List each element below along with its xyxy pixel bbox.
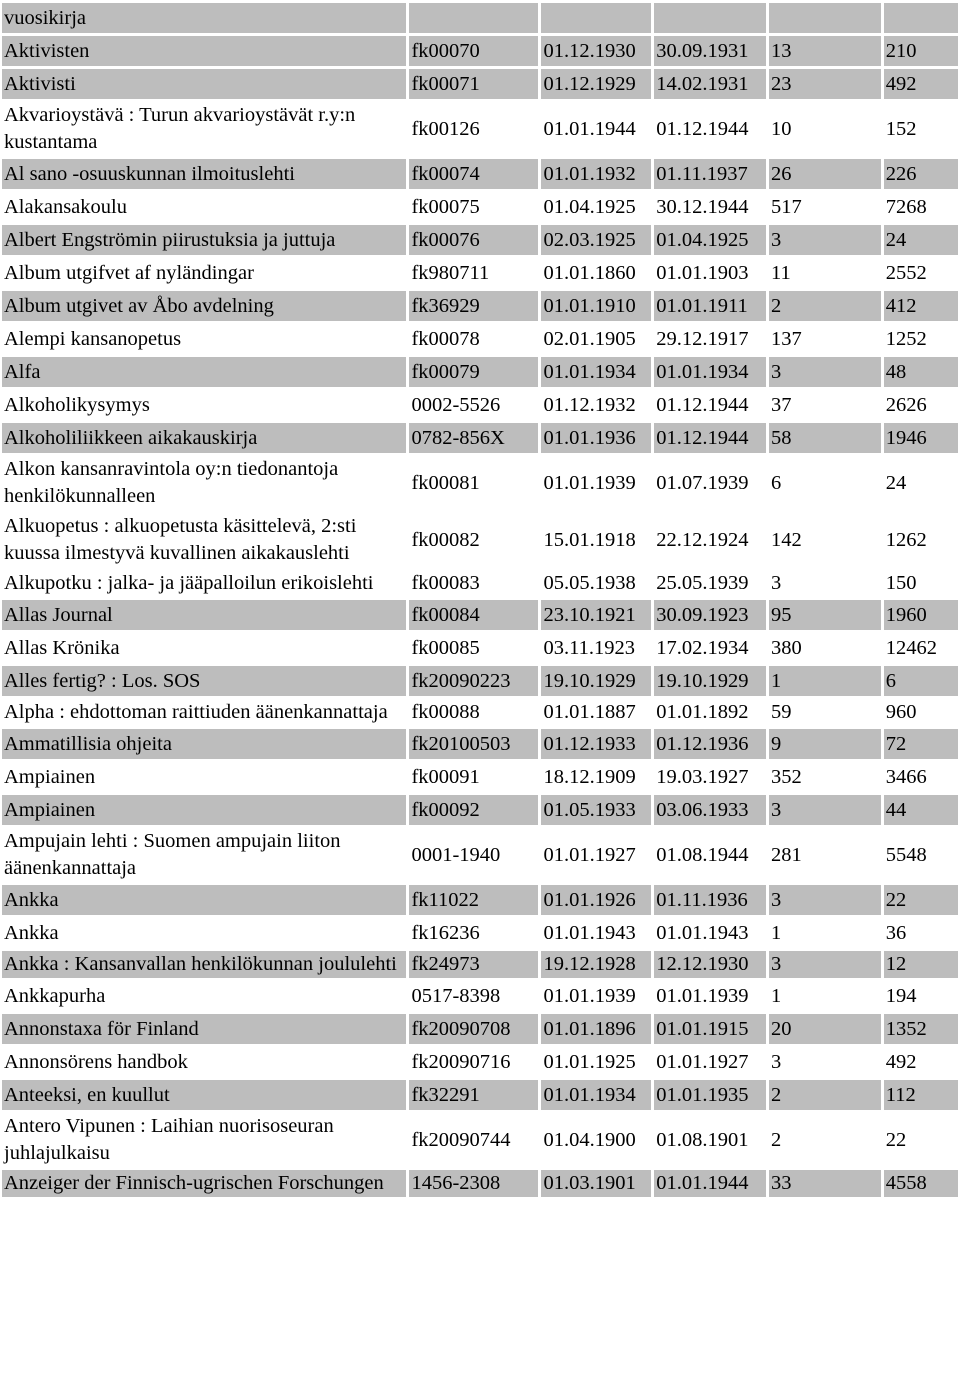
table-row [2, 600, 958, 630]
title-cell: Alkupotku : jalka- ja jääpalloilun erikoislehti [4, 572, 374, 594]
issues-count-cell: 1 [771, 921, 782, 944]
end-date-cell: 14.02.1931 [654, 69, 766, 99]
id-cell: fk20100503 [409, 729, 538, 759]
id-cell: fk00070 [409, 36, 538, 66]
table-row [2, 1113, 958, 1167]
pages-count-cell: 36 [885, 921, 907, 944]
table-body [2, 3, 958, 1197]
title-cell: Ankka [4, 921, 59, 944]
start-date-cell: 23.10.1921 [541, 600, 651, 630]
end-date-cell: 03.06.1933 [654, 795, 766, 825]
end-date-cell: 01.08.1944 [656, 843, 749, 866]
title-cell: Alakansakoulu [4, 195, 127, 218]
table-row [2, 795, 958, 825]
end-date-cell: 30.09.1923 [654, 600, 766, 630]
issues-count-cell: 95 [769, 600, 881, 630]
start-date-cell: 01.01.1936 [541, 423, 651, 453]
pages-count-cell: 1262 [885, 528, 927, 551]
table-row [2, 981, 958, 1011]
table-row [2, 102, 958, 156]
issues-count-cell: 380 [771, 636, 802, 659]
table-row [2, 1047, 958, 1077]
issues-count-cell: 137 [771, 327, 802, 350]
pages-count-cell: 150 [885, 572, 917, 594]
pages-count-cell: 72 [884, 729, 958, 759]
pages-count-cell: 24 [885, 471, 907, 494]
end-date-cell: 01.12.1936 [654, 729, 766, 759]
id-cell: fk24973 [409, 951, 538, 978]
issues-count-cell: 3 [769, 885, 881, 915]
issues-count-cell: 2 [771, 1128, 782, 1151]
pages-count-cell: 194 [885, 984, 917, 1007]
id-cell: fk36929 [409, 291, 538, 321]
issues-count-cell: 3 [769, 951, 881, 978]
start-date-cell: 01.01.1934 [541, 357, 651, 387]
end-date-cell: 01.07.1939 [656, 471, 749, 494]
pages-count-cell: 4558 [884, 1170, 958, 1197]
start-date-cell: 03.11.1923 [543, 636, 635, 659]
id-cell: fk16236 [411, 921, 480, 944]
title-cell: Aktivisten [2, 36, 406, 66]
pages-count-cell: 492 [885, 1050, 917, 1073]
issues-count-cell: 6 [771, 471, 782, 494]
pages-count-cell: 2552 [885, 261, 927, 284]
title-cell: Alkoholiliikkeen aikakauskirja [2, 423, 406, 453]
header-empty-cell [541, 3, 651, 33]
issues-count-cell: 517 [771, 195, 802, 218]
issues-count-cell: 10 [771, 117, 792, 140]
pages-count-cell: 3466 [885, 765, 927, 788]
id-cell: 0002-5526 [411, 393, 501, 416]
table-row [2, 1080, 958, 1110]
id-cell: 1456-2308 [409, 1170, 538, 1197]
table-row [2, 36, 958, 66]
id-cell: fk980711 [411, 261, 490, 284]
title-cell: Alpha : ehdottoman raittiuden äänenkannattaja [4, 701, 388, 723]
end-date-cell: 01.01.1892 [656, 701, 749, 723]
title-cell: Annonstaxa för Finland [2, 1014, 406, 1044]
issues-count-cell: 3 [771, 1050, 782, 1073]
pages-count-cell: 12462 [885, 636, 938, 659]
pages-count-cell: 226 [884, 159, 958, 189]
start-date-cell: 01.04.1925 [543, 195, 636, 218]
table-row [2, 357, 958, 387]
end-date-cell: 01.01.1911 [654, 291, 766, 321]
title-cell: Alempi kansanopetus [4, 327, 182, 350]
table-row [2, 258, 958, 288]
start-date-cell: 01.01.1943 [543, 921, 636, 944]
id-cell: fk20090744 [411, 1128, 511, 1151]
table-row [2, 291, 958, 321]
start-date-cell: 01.01.1939 [543, 471, 636, 494]
end-date-cell: 01.01.1927 [656, 1050, 749, 1073]
pages-count-cell: 5548 [885, 843, 927, 866]
start-date-cell: 01.12.1930 [541, 36, 651, 66]
start-date-cell: 19.10.1929 [541, 666, 651, 696]
issues-count-cell: 3 [769, 795, 881, 825]
pages-count-cell: 24 [884, 225, 958, 255]
id-cell: fk00079 [409, 357, 538, 387]
table-header-row [2, 3, 958, 33]
title-cell: Ampiainen [2, 795, 406, 825]
id-cell: fk20090708 [409, 1014, 538, 1044]
pages-count-cell: 44 [884, 795, 958, 825]
issues-count-cell: 20 [769, 1014, 881, 1044]
title-cell: Ammatillisia ohjeita [2, 729, 406, 759]
start-date-cell: 01.03.1901 [541, 1170, 651, 1197]
pages-count-cell: 22 [885, 1128, 907, 1151]
end-date-cell: 01.11.1937 [654, 159, 766, 189]
table-row [2, 729, 958, 759]
start-date-cell: 02.03.1925 [541, 225, 651, 255]
table-row [2, 225, 958, 255]
end-date-cell: 01.01.1939 [656, 984, 749, 1007]
title-cell: Ankka [2, 885, 406, 915]
issues-count-cell: 26 [769, 159, 881, 189]
id-cell: 0001-1940 [411, 843, 501, 866]
table-row [2, 633, 958, 663]
start-date-cell: 01.01.1887 [543, 701, 636, 723]
pages-count-cell: 22 [884, 885, 958, 915]
pages-count-cell: 492 [884, 69, 958, 99]
id-cell: fk00076 [409, 225, 538, 255]
issues-count-cell: 142 [771, 528, 802, 551]
pages-count-cell: 1252 [885, 327, 927, 350]
end-date-cell: 01.01.1915 [654, 1014, 766, 1044]
start-date-cell: 01.04.1900 [543, 1128, 636, 1151]
table-row [2, 918, 958, 948]
pages-count-cell: 7268 [885, 195, 927, 218]
end-date-cell: 01.01.1935 [654, 1080, 766, 1110]
issues-count-cell: 2 [769, 291, 881, 321]
issues-count-cell: 9 [769, 729, 881, 759]
title-cell: Album utgifvet af nyländingar [4, 261, 254, 284]
issues-count-cell: 58 [769, 423, 881, 453]
start-date-cell: 01.12.1932 [543, 393, 636, 416]
pages-count-cell: 1960 [884, 600, 958, 630]
start-date-cell: 05.05.1938 [543, 572, 636, 594]
pages-count-cell: 112 [884, 1080, 958, 1110]
issues-count-cell: 3 [769, 357, 881, 387]
start-date-cell: 01.01.1944 [543, 117, 636, 140]
end-date-cell: 01.01.1934 [654, 357, 766, 387]
id-cell: fk20090716 [411, 1050, 511, 1073]
table-row [2, 1014, 958, 1044]
issues-count-cell: 23 [769, 69, 881, 99]
issues-count-cell: 33 [769, 1170, 881, 1197]
header-empty-cell [769, 3, 881, 33]
end-date-cell: 17.02.1934 [656, 636, 749, 659]
id-cell: fk00091 [411, 765, 480, 788]
start-date-cell: 01.05.1933 [541, 795, 651, 825]
title-cell: Ankkapurha [4, 984, 106, 1007]
table-row [2, 951, 958, 978]
header-label: vuosikirja [2, 3, 406, 33]
table-row [2, 885, 958, 915]
title-cell: Anteeksi, en kuullut [2, 1080, 406, 1110]
table-row [2, 69, 958, 99]
header-empty-cell [884, 3, 958, 33]
title-cell: Album utgivet av Åbo avdelning [2, 291, 406, 321]
end-date-cell: 25.05.1939 [656, 572, 749, 594]
end-date-cell: 01.12.1944 [656, 117, 749, 140]
id-cell: fk00082 [411, 528, 480, 551]
id-cell: fk00081 [411, 471, 480, 494]
table-row [2, 324, 958, 354]
title-cell: Alkuopetus : alkuopetusta käsittelevä, 2:sti kuussa ilmestyvä kuvallinen aikakauslehti [4, 515, 357, 564]
issues-count-cell: 281 [771, 843, 802, 866]
end-date-cell: 01.11.1936 [654, 885, 766, 915]
id-cell: fk00071 [409, 69, 538, 99]
issues-count-cell: 3 [771, 572, 782, 594]
id-cell: fk11022 [409, 885, 538, 915]
start-date-cell: 01.01.1910 [541, 291, 651, 321]
end-date-cell: 01.01.1944 [654, 1170, 766, 1197]
start-date-cell: 02.01.1905 [543, 327, 636, 350]
start-date-cell: 01.01.1932 [541, 159, 651, 189]
table-row [2, 513, 958, 567]
title-cell: Alfa [2, 357, 406, 387]
table-row [2, 666, 958, 696]
end-date-cell: 01.01.1903 [656, 261, 749, 284]
pages-count-cell: 412 [884, 291, 958, 321]
start-date-cell: 01.01.1939 [543, 984, 636, 1007]
end-date-cell: 30.12.1944 [656, 195, 749, 218]
start-date-cell: 01.12.1929 [541, 69, 651, 99]
id-cell: fk00074 [409, 159, 538, 189]
end-date-cell: 29.12.1917 [656, 327, 749, 350]
table-row [2, 390, 958, 420]
id-cell: fk00078 [411, 327, 480, 350]
end-date-cell: 01.01.1943 [656, 921, 749, 944]
pages-count-cell: 6 [884, 666, 958, 696]
header-empty-cell [409, 3, 538, 33]
end-date-cell: 19.03.1927 [656, 765, 749, 788]
end-date-cell: 01.12.1944 [654, 423, 766, 453]
table-row [2, 570, 958, 597]
title-cell: Allas Krönika [4, 636, 120, 659]
title-cell: Alkoholikysymys [4, 393, 150, 416]
end-date-cell: 22.12.1924 [656, 528, 749, 551]
title-cell: Albert Engströmin piirustuksia ja juttuja [2, 225, 406, 255]
title-cell: Aktivisti [2, 69, 406, 99]
end-date-cell: 30.09.1931 [654, 36, 766, 66]
pages-count-cell: 2626 [885, 393, 927, 416]
start-date-cell: 01.01.1934 [541, 1080, 651, 1110]
end-date-cell: 01.12.1944 [656, 393, 749, 416]
pages-count-cell: 152 [885, 117, 917, 140]
id-cell: 0782-856X [409, 423, 538, 453]
table-row [2, 699, 958, 726]
header-empty-cell [654, 3, 766, 33]
start-date-cell: 01.01.1925 [543, 1050, 636, 1073]
table-row [2, 1170, 958, 1197]
issues-count-cell: 1 [769, 666, 881, 696]
id-cell: fk00085 [411, 636, 480, 659]
start-date-cell: 18.12.1909 [543, 765, 636, 788]
issues-count-cell: 352 [771, 765, 802, 788]
start-date-cell: 01.12.1933 [541, 729, 651, 759]
pages-count-cell: 1352 [884, 1014, 958, 1044]
pages-count-cell: 960 [885, 701, 917, 723]
start-date-cell: 01.01.1896 [541, 1014, 651, 1044]
title-cell: Alles fertig? : Los. SOS [2, 666, 406, 696]
title-cell: Antero Vipunen : Laihian nuorisoseuran juhlajulkaisu [4, 1115, 334, 1164]
title-cell: Allas Journal [2, 600, 406, 630]
pages-count-cell: 48 [884, 357, 958, 387]
issues-count-cell: 1 [771, 984, 782, 1007]
end-date-cell: 01.08.1901 [656, 1128, 749, 1151]
id-cell: fk00126 [411, 117, 480, 140]
table-row [2, 762, 958, 792]
table-row [2, 423, 958, 453]
issues-count-cell: 13 [769, 36, 881, 66]
start-date-cell: 01.01.1860 [543, 261, 636, 284]
table-row [2, 828, 958, 882]
pages-count-cell: 12 [884, 951, 958, 978]
issues-count-cell: 2 [769, 1080, 881, 1110]
title-cell: Ampujain lehti : Suomen ampujain liiton äänenkannattaja [4, 830, 341, 879]
table-row [2, 192, 958, 222]
start-date-cell: 19.12.1928 [541, 951, 651, 978]
issues-count-cell: 37 [771, 393, 792, 416]
id-cell: fk00075 [411, 195, 480, 218]
pages-count-cell: 1946 [884, 423, 958, 453]
issues-count-cell: 59 [771, 701, 792, 723]
title-cell: Anzeiger der Finnisch-ugrischen Forschungen [2, 1170, 406, 1197]
title-cell: Alkon kansanravintola oy:n tiedonantoja henkilökunnalleen [4, 458, 339, 507]
start-date-cell: 01.01.1927 [543, 843, 636, 866]
id-cell: fk00088 [411, 701, 480, 723]
title-cell: Akvarioystävä : Turun akvarioystävät r.y:n kustantama [4, 104, 356, 153]
id-cell: fk00083 [411, 572, 480, 594]
id-cell: 0517-8398 [411, 984, 501, 1007]
end-date-cell: 12.12.1930 [654, 951, 766, 978]
end-date-cell: 01.04.1925 [654, 225, 766, 255]
start-date-cell: 15.01.1918 [543, 528, 636, 551]
issues-count-cell: 11 [771, 261, 791, 284]
start-date-cell: 01.01.1926 [541, 885, 651, 915]
title-cell: Ankka : Kansanvallan henkilökunnan joululehti [2, 951, 406, 978]
title-cell: Al sano -osuuskunnan ilmoituslehti [2, 159, 406, 189]
id-cell: fk00092 [409, 795, 538, 825]
title-cell: Ampiainen [4, 765, 96, 788]
issues-count-cell: 3 [769, 225, 881, 255]
id-cell: fk20090223 [409, 666, 538, 696]
id-cell: fk32291 [409, 1080, 538, 1110]
pages-count-cell: 210 [884, 36, 958, 66]
end-date-cell: 19.10.1929 [654, 666, 766, 696]
id-cell: fk00084 [409, 600, 538, 630]
title-cell: Annonsörens handbok [4, 1050, 188, 1073]
table-row [2, 159, 958, 189]
table-row [2, 456, 958, 510]
